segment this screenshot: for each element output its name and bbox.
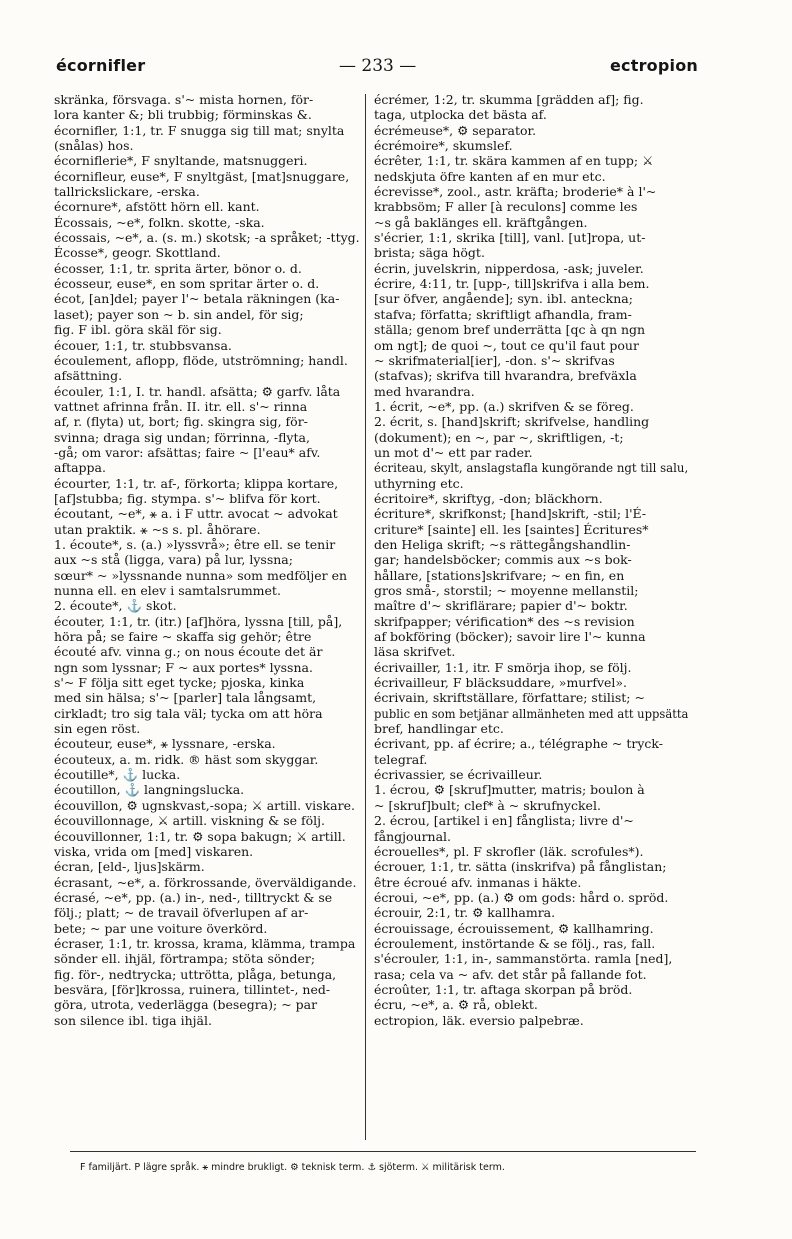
entry-line: ställa; genom bref underrätta [qc à qn ngn xyxy=(374,322,646,338)
entry-line: écot, [an]del; payer l'~ betala räkningen (ka- xyxy=(54,291,340,307)
entry-line: écrevisse*, zool., astr. kräfta; broderie* à l'~ xyxy=(374,184,657,200)
entry-line: utan praktik. ⚹ ~s s. pl. åhörare. xyxy=(54,521,261,537)
entry-line: public en som betjänar allmänheten med att uppsätta xyxy=(374,705,688,721)
entry-line: [sur öfver, angående]; syn. ibl. anteckna; xyxy=(374,291,633,307)
entry-line: svinna; draga sig undan; förrinna, -flyta, xyxy=(54,429,310,445)
entry-line: läsa skrifvet. xyxy=(374,644,456,660)
entry-line: 2. écrit, s. [hand]skrift; skrifvelse, handling xyxy=(374,414,650,430)
entry-line: écrasé, ~e*, pp. (a.) in-, ned-, tilltryckt & se xyxy=(54,889,333,905)
entry-line: viska, vrida om [med] viskaren. xyxy=(54,843,254,859)
entry-line: laset); payer son ~ b. sin andel, för sig; xyxy=(54,306,304,322)
left-guide-word: écornifler xyxy=(56,56,146,75)
right-column xyxy=(374,92,688,1028)
entry-line: écouté afv. vinna g.; on nous écoute det är xyxy=(54,644,323,660)
entry-line: s'écrier, 1:1, skrika [till], vanl. [ut]ropa, ut- xyxy=(374,230,646,246)
entry-line: ~ skrifmaterial[ier], -don. s'~ skrifvas xyxy=(374,352,615,368)
entry-line: bete; ~ par une voiture överkörd. xyxy=(54,920,268,936)
entry-line: s'~ F följa sitt eget tycke; pjoska, kinka xyxy=(54,675,305,691)
entry-line: écoutillon, ⚓ langningslucka. xyxy=(54,782,245,798)
abbreviation-legend: F familjärt. P lägre språk. ⚹ mindre brukligt. ⚙ teknisk term. ⚓ sjöterm. ⚔ militärisk term. xyxy=(80,1162,505,1173)
running-head xyxy=(56,56,698,82)
entry-line: écrin, juvelskrin, nipperdosa, -ask; juveler. xyxy=(374,260,644,276)
entry-line: écrivant, pp. af écrire; a., télégraphe ~ tryck- xyxy=(374,736,663,752)
entry-line: écrivassier, se écrivailleur. xyxy=(374,767,543,783)
entry-line: af bokföring (böcker); savoir lire l'~ kunna xyxy=(374,629,646,645)
entry-line: ngn som lyssnar; F ~ aux portes* lyssna. xyxy=(54,659,313,675)
entry-line: taga, utplocka det bästa af. xyxy=(374,107,547,123)
entry-line: écriture*, skrifkonst; [hand]skrift, -stil; l'É- xyxy=(374,506,647,522)
entry-line: écran, [eld-, ljus]skärm. xyxy=(54,859,205,875)
entry-line: af, r. (flyta) ut, bort; fig. skingra sig, för- xyxy=(54,414,308,430)
entry-line: om ngt]; de quoi ~, tout ce qu'il faut pour xyxy=(374,337,639,353)
entry-line: écornifler, 1:1, tr. F snugga sig till mat; snylta xyxy=(54,122,345,138)
entry-line: écrouissage, écrouissement, ⚙ kallhamring. xyxy=(374,920,654,936)
entry-line: stafva; författa; skriftligt afhandla, fram- xyxy=(374,306,632,322)
entry-line: écouvillonnage, ⚔ artill. viskning & se följ. xyxy=(54,813,326,829)
entry-line: écouteur, euse*, ⚹ lyssnare, -erska. xyxy=(54,736,276,752)
entry-line: un mot d'~ ett par rader. xyxy=(374,444,533,460)
entry-line: sin egen röst. xyxy=(54,721,141,737)
entry-line: följ.; platt; ~ de travail öfverlupen af ar- xyxy=(54,905,309,921)
entry-line: écosser, 1:1, tr. sprita ärter, bönor o. d. xyxy=(54,260,302,276)
entry-line: être écroué afv. inmanas i häkte. xyxy=(374,874,582,890)
entry-line: fig. för-, nedtrycka; uttrötta, plåga, betunga, xyxy=(54,966,337,982)
entry-line: vattnet afrinna från. II. itr. ell. s'~ rinna xyxy=(54,398,308,414)
entry-line: gar; handelsböcker; commis aux ~s bok- xyxy=(374,552,632,568)
entry-line: göra, utrota, vederlägga (besegra); ~ par xyxy=(54,997,318,1013)
entry-line: écrémeuse*, ⚙ separator. xyxy=(374,122,537,138)
entry-line: écrémer, 1:2, tr. skumma [grädden af]; fig. xyxy=(374,92,644,107)
entry-line: maître d'~ skriflärare; papier d'~ boktr. xyxy=(374,598,628,614)
entry-line: aftappa. xyxy=(54,460,106,476)
entry-line: écraser, 1:1, tr. krossa, krama, klämma, trampa xyxy=(54,935,356,951)
entry-line: écrire, 4:11, tr. [upp-, till]skrifva i alla bem. xyxy=(374,276,650,292)
page-number: — 233 — xyxy=(339,56,417,76)
entry-line: med hvarandra. xyxy=(374,383,475,399)
entry-line: écoutille*, ⚓ lucka. xyxy=(54,767,181,783)
entry-line: besvära, [för]krossa, ruinera, tillintet-, ned- xyxy=(54,981,331,997)
column-divider xyxy=(365,94,366,1140)
entry-line: écornifleur, euse*, F snyltgäst, [mat]snuggare, xyxy=(54,168,350,184)
entry-line: nedskjuta öfre kanten af en mur etc. xyxy=(374,168,606,184)
entry-line: lora kanter &; bli trubbig; förminskas &. xyxy=(54,107,312,123)
entry-line: ectropion, läk. eversio palpebræ. xyxy=(374,1012,584,1028)
entry-line: écrémoire*, skumslef. xyxy=(374,138,513,154)
entry-line: écroui, ~e*, pp. (a.) ⚙ om gods: hård o. spröd. xyxy=(374,889,669,905)
entry-line: höra på; se faire ~ skaffa sig gehör; être xyxy=(54,629,312,645)
entry-line: rasa; cela va ~ afv. det står på fallande fot. xyxy=(374,966,647,982)
entry-line: 2. écrou, [artikel i en] fånglista; livre d'~ xyxy=(374,813,634,829)
entry-line: écouvillonner, 1:1, tr. ⚙ sopa bakugn; ⚔ artill. xyxy=(54,828,346,844)
entry-line: écoutant, ~e*, ⚹ a. i F uttr. avocat ~ advokat xyxy=(54,506,338,522)
entry-line: telegraf. xyxy=(374,751,428,767)
entry-line: écouter, 1:1, tr. (itr.) [af]höra, lyssna [till, på], xyxy=(54,613,343,629)
entry-line: sœur* ~ »lyssnande nunna» som medföljer en xyxy=(54,567,348,583)
entry-line: écosseur, euse*, en som spritar ärter o. d. xyxy=(54,276,320,292)
entry-line: écossais, ~e*, a. (s. m.) skotsk; -a språket; -ttyg. xyxy=(54,230,360,246)
entry-line: écrivailleur, F bläcksuddare, »murfvel». xyxy=(374,675,628,691)
entry-line: tallrickslickare, -erska. xyxy=(54,184,200,200)
entry-line: ~ [skruf]bult; clef* à ~ skrufnyckel. xyxy=(374,797,601,813)
entry-line: son silence ibl. tiga ihjäl. xyxy=(54,1012,212,1028)
entry-line: ~s gå baklänges ell. kräftgången. xyxy=(374,214,588,230)
entry-line: bref, handlingar etc. xyxy=(374,721,504,737)
entry-line: écouler, 1:1, I. tr. handl. afsätta; ⚙ garfv. låta xyxy=(54,383,341,399)
entry-line: criture* [sainte] ell. les [saintes] Écritures* xyxy=(374,521,649,537)
entry-line: écouvillon, ⚙ ugnskvast,-sopa; ⚔ artill. viskare. xyxy=(54,797,355,813)
entry-line: (snålas) hos. xyxy=(54,138,134,154)
footer-rule xyxy=(70,1151,696,1152)
entry-line: écru, ~e*, a. ⚙ rå, oblekt. xyxy=(374,997,538,1013)
entry-line: 2. écoute*, ⚓ skot. xyxy=(54,598,177,614)
entry-line: Écossais, ~e*, folkn. skotte, -ska. xyxy=(54,214,265,230)
entry-line: hållare, [stations]skrifvare; ~ en fin, en xyxy=(374,567,625,583)
entry-line: (stafvas); skrifva till hvarandra, brefväxla xyxy=(374,368,637,384)
entry-line: -gå; om varor: afsättas; faire ~ [l'eau* afv. xyxy=(54,444,321,460)
entry-line: sönder ell. ihjäl, förtrampa; stöta sönder; xyxy=(54,951,316,967)
entry-line: aux ~s stå (ligga, vara) på lur, lyssna; xyxy=(54,552,293,568)
entry-line: écriteau, skylt, anslagstafla kungörande ngt till salu, xyxy=(374,460,688,476)
entry-line: Écosse*, geogr. Skottland. xyxy=(54,245,221,261)
entry-line: écroulement, instörtande & se följ., ras, fall. xyxy=(374,935,656,951)
entry-line: écrouir, 2:1, tr. ⚙ kallhamra. xyxy=(374,905,556,921)
entry-line: skrifpapper; vérification* des ~s revision xyxy=(374,613,635,629)
entry-line: écrouer, 1:1, tr. sätta (inskrifva) på fånglistan; xyxy=(374,859,667,875)
entry-line: (dokument); en ~, par ~, skriftligen, -t; xyxy=(374,429,624,445)
entry-line: den Heliga skrift; ~s rättegångshandlin- xyxy=(374,536,631,552)
entry-line: gros små-, storstil; ~ moyenne mellanstil; xyxy=(374,583,639,598)
entry-line: fångjournal. xyxy=(374,828,452,844)
entry-line: krabbsöm; F aller [à reculons] comme les xyxy=(374,199,638,215)
entry-line: écouteux, a. m. ridk. ® häst som skyggar. xyxy=(54,751,319,767)
entry-line: med sin hälsa; s'~ [parler] tala långsamt, xyxy=(54,690,317,706)
entry-line: s'écrouler, 1:1, in-, sammanstörta. ramla [ned], xyxy=(374,951,673,967)
entry-line: skränka, försvaga. s'~ mista hornen, för- xyxy=(54,92,314,107)
entry-line: fig. F ibl. göra skäl för sig. xyxy=(54,322,222,338)
entry-line: écourter, 1:1, tr. af-, förkorta; klippa kortare, xyxy=(54,475,339,491)
entry-line: écrivain, skriftställare, författare; stilist; ~ xyxy=(374,690,645,706)
entry-line: écornure*, afstött hörn ell. kant. xyxy=(54,199,260,215)
entry-line: écouer, 1:1, tr. stubbsvansa. xyxy=(54,337,232,353)
entry-line: écritoire*, skriftyg, -don; bläckhorn. xyxy=(374,490,603,506)
entry-line: 1. écrou, ⚙ [skruf]mutter, matris; boulon à xyxy=(374,782,645,798)
entry-line: écrêter, 1:1, tr. skära kammen af en tupp; ⚔ xyxy=(374,153,654,169)
entry-line: écoulement, aflopp, flöde, utströmning; handl. xyxy=(54,352,348,368)
entry-line: 1. écrit, ~e*, pp. (a.) skrifven & se föreg. xyxy=(374,398,634,414)
right-guide-word: ectropion xyxy=(609,56,698,75)
entry-line: nunna ell. en elev i samtalsrummet. xyxy=(54,583,281,598)
left-column xyxy=(54,92,368,1028)
entry-line: écorniflerie*, F snyltande, matsnuggeri. xyxy=(54,153,308,169)
entry-line: brista; säga högt. xyxy=(374,245,485,261)
entry-line: écroûter, 1:1, tr. aftaga skorpan på bröd. xyxy=(374,981,633,997)
entry-line: uthyrning etc. xyxy=(374,475,464,491)
entry-line: cirkladt; tro sig tala väl; tycka om att höra xyxy=(54,705,323,721)
entry-line: afsättning. xyxy=(54,368,123,384)
entry-line: 1. écoute*, s. (a.) »lyssvrå»; être ell. se tenir xyxy=(54,536,336,552)
entry-line: [af]stubba; fig. stympa. s'~ blifva för kort. xyxy=(54,490,321,506)
entry-line: écrouelles*, pl. F skrofler (läk. scrofules*). xyxy=(374,843,644,859)
entry-line: écrivailler, 1:1, itr. F smörja ihop, se följ. xyxy=(374,659,632,675)
entry-line: écrasant, ~e*, a. förkrossande, överväldigande. xyxy=(54,874,357,890)
